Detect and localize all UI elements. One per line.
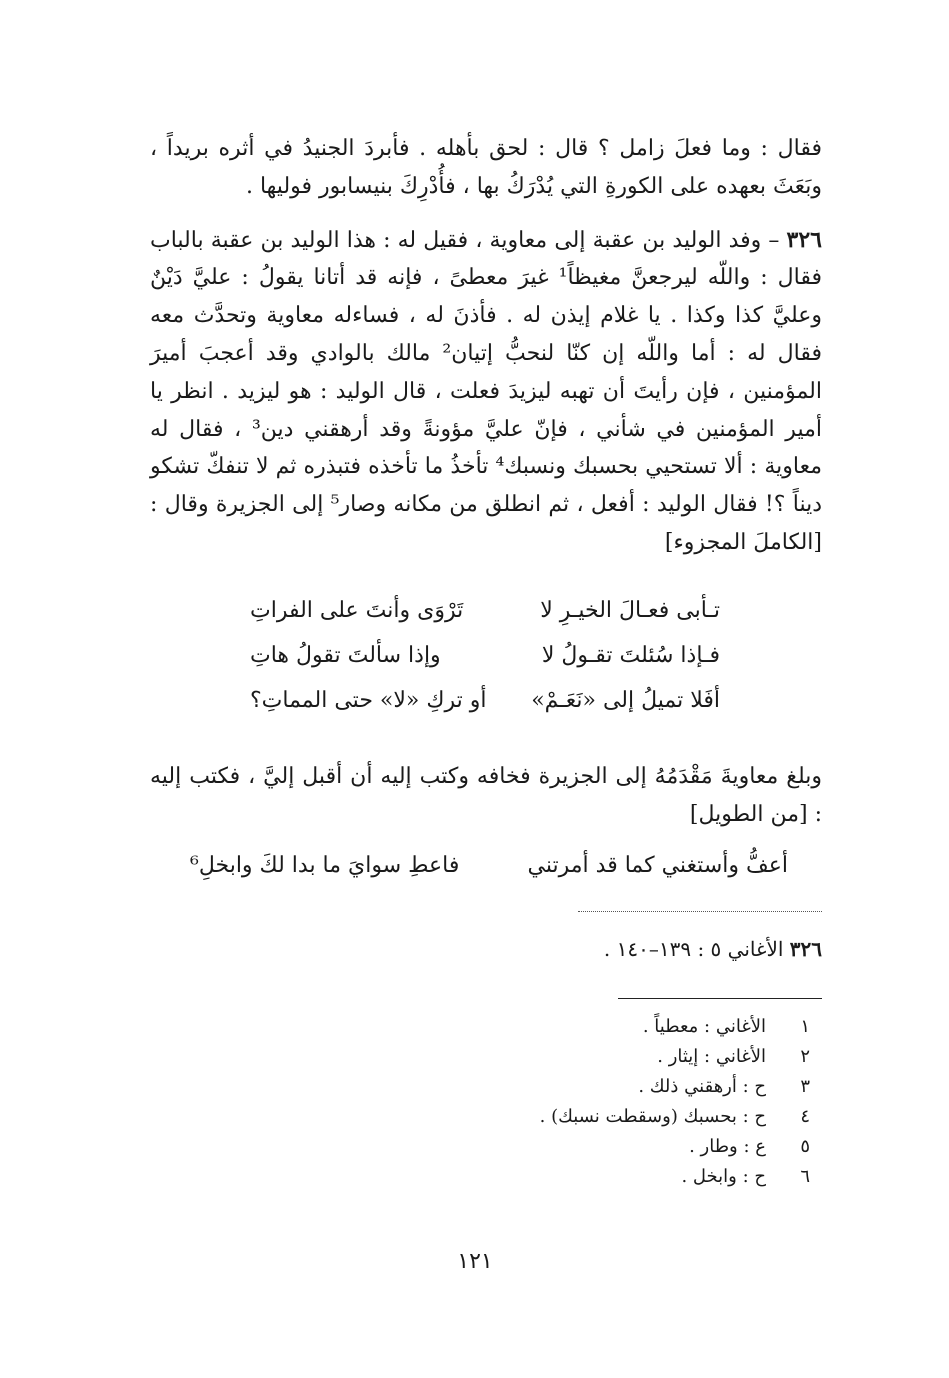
paragraph-entry: [150, 222, 822, 562]
footnote-rule: [618, 998, 822, 999]
paragraph-continuation: فقال : وما فعلَ زامل ؟ قال : لحق بأهله . فأبردَ الجنيدُ في أثره بريداً ، وبَعَثَ بعهده على الكورةِ التي يُدْرَكُ بها ، فأُدْرِكَ بنيسابور فوليها .: [150, 136, 822, 199]
main-text: [150, 130, 822, 562]
verse-second-hemistich: وإذا سألتَ تقولُ هاتِ: [250, 643, 441, 668]
footnote: [380, 1132, 810, 1162]
verse-line: [250, 588, 720, 633]
verse-line: [190, 848, 788, 884]
verse-first-hemistich: أفَلا تميلُ إلى «نَعَـمْ»: [531, 688, 720, 713]
source-reference: [400, 934, 822, 964]
poem-kamil: [250, 588, 720, 723]
footnote-number: ٣: [800, 1076, 810, 1097]
footnote-number: ٥: [800, 1136, 810, 1157]
source-text: الأغاني ٥ : ١٣٩–١٤٠ .: [603, 937, 784, 961]
source-entry-number: ٣٢٦: [789, 937, 822, 961]
footnote: [380, 1162, 810, 1192]
entry-text: – وفد الوليد بن عقبة إلى معاوية ، فقيل له : هذا الوليد بن عقبة بالباب فقال : واللّه ليرجعنَّ مغيظاً¹ غيرَ معطىً ، فإنه قد أتانا يقولُ : عليَّ دَيْنٌ وعليَّ كذا وكذا . يا غلام إيذن له . فأذنَ له ، فساءله معاوية وتحدَّث معه فقال له : أما واللّه إن كنّا لنحبُّ إتيان² مالك بالوادي وقد أعجبَ أميرَ المؤمنين ، فإن رأيتَ أن تهبه ليزيدَ فعلت ، قال الوليد : هو ليزيد . انظر يا أمير المؤمنين في شأني ، فإنّ عليَّ مؤونةً وقد أرهقني دين³ ، فقال له معاوية : ألا تستحيي بحسبك ونسبك⁴ تأخذُ ما تأخذه فتبذره ثم لا تنفكّ تشكو ديناً ؟! فقال الوليد : أفعل ، ثم انطلق من مكانه وصار⁵ إلى الجزيرة وقال : [الكاملَ المجزوء]: [150, 227, 823, 555]
paragraph-letter: وبلغ معاويةَ مَقْدَمُهُ إلى الجزيرة فخافه وكتب إليه أن أقبل إليَّ ، فكتب إليه : [من الطويل]: [150, 764, 822, 827]
page-number: ١٢١: [457, 1249, 493, 1274]
footnote-text: ح : بحسبك (وسقطت نسبك) .: [539, 1106, 766, 1127]
footnote-text: الأغاني : معطياً .: [642, 1016, 766, 1037]
verse-second-hemistich: أو تركِ «لا» حتى المماتِ؟: [250, 688, 487, 713]
verse-second-hemistich: تَرْوَى وأنتَ على الفراتِ: [250, 598, 464, 623]
dotted-separator: [578, 911, 822, 912]
verse-first-hemistich: تـأبى فعـالَ الخيـرِ لا: [540, 598, 720, 623]
footnote-text: ح : أرهقني ذلك .: [638, 1076, 766, 1097]
footnote-number: ١: [800, 1016, 810, 1037]
verse-first-hemistich: فـإذا سُئلتَ تقـولُ لا: [541, 643, 720, 668]
verse-line: [250, 633, 720, 678]
footnote-text: ع : وطار .: [689, 1136, 766, 1157]
footnote: [380, 1102, 810, 1132]
verse-first-hemistich: أعفُّ وأستغني كما قد أمرتني: [527, 853, 788, 878]
verse-second-hemistich: فاعطِ سوايَ ما بدا لكَ وابخلِ⁶: [190, 853, 460, 878]
poem-tawil: [190, 848, 788, 884]
footnotes: [380, 1012, 810, 1192]
footnote: [380, 1042, 810, 1072]
footnote: [380, 1072, 810, 1102]
verse-line: [250, 678, 720, 723]
footnote-text: الأغاني : إيثار .: [657, 1046, 766, 1067]
footnote-number: ٦: [800, 1166, 810, 1187]
footnote-number: ٤: [800, 1106, 810, 1127]
footnote-text: ح : وابخل .: [681, 1166, 766, 1187]
footnote: [380, 1012, 810, 1042]
entry-number: ٣٢٦: [786, 226, 822, 253]
footnote-number: ٢: [800, 1046, 810, 1067]
